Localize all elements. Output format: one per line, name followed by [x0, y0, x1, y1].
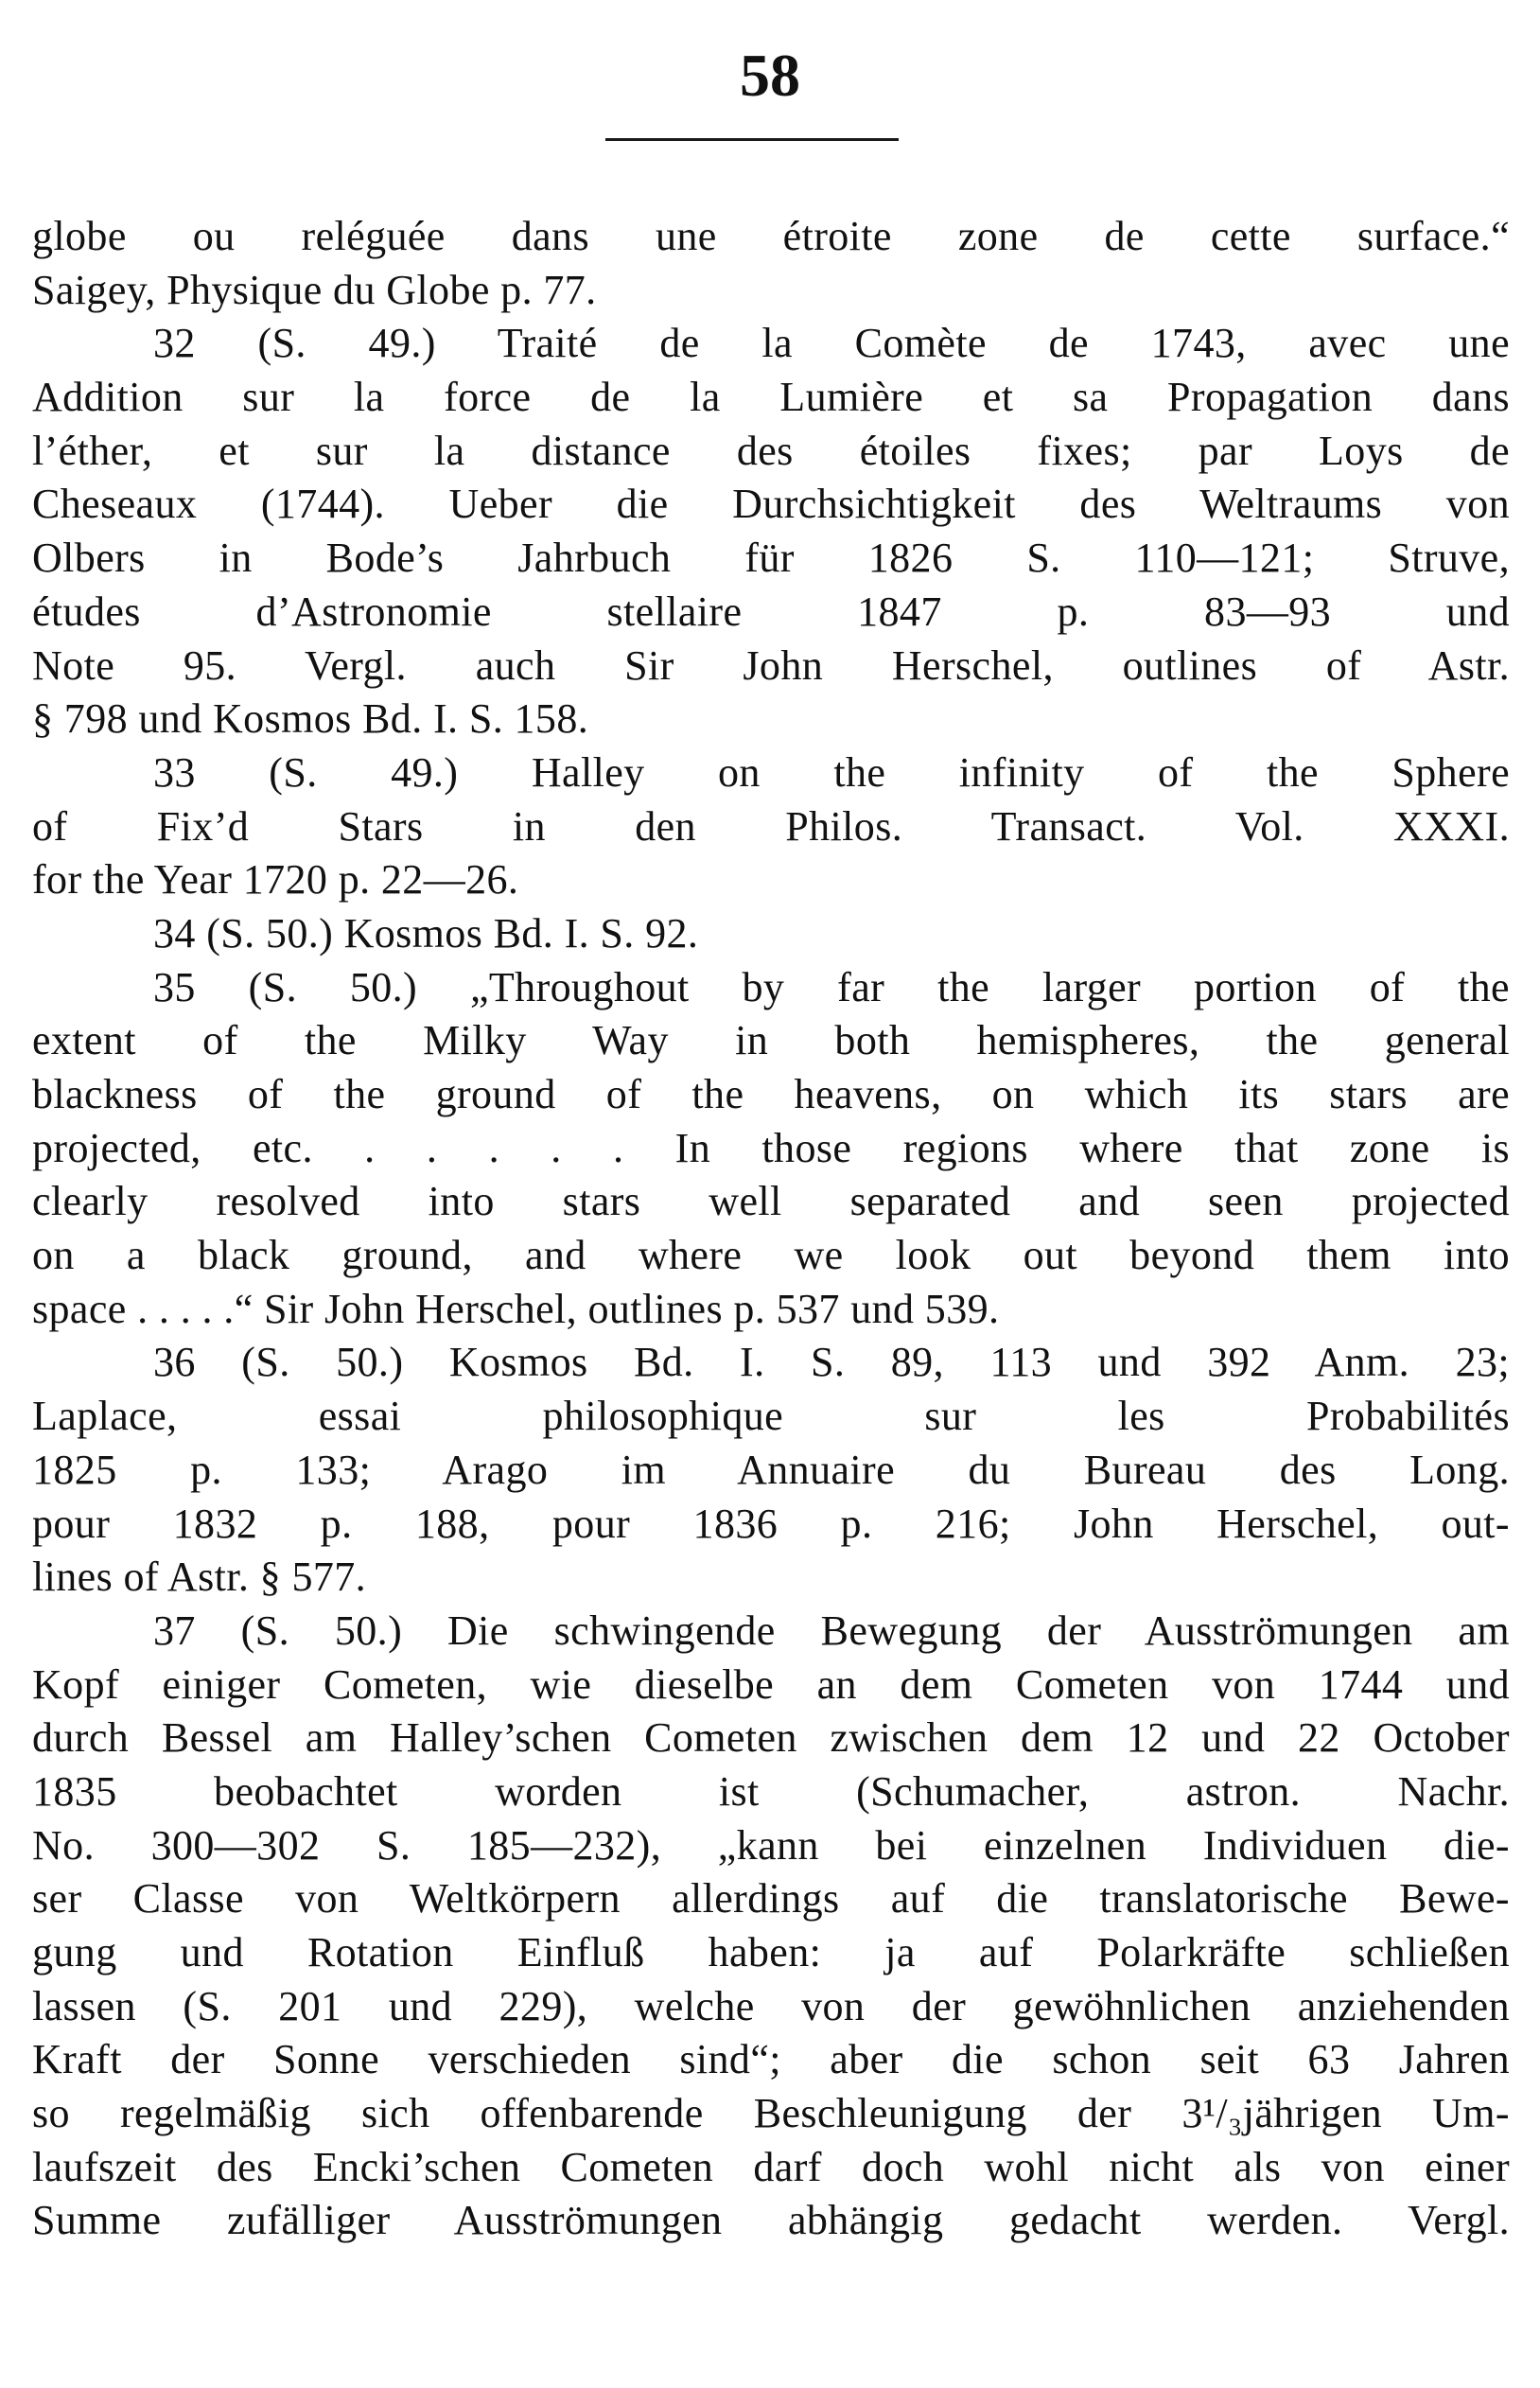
text-line: of Fix’d Stars in den Philos. Transact. Vol. XXXI.	[32, 802, 1510, 850]
text-block	[32, 210, 1510, 2248]
text-line: Kopf einiger Cometen, wie dieselbe an dem Cometen von 1744 und	[32, 1660, 1510, 1708]
text-line: ser Classe von Weltkörpern allerdings auf die translatorische Bewe-	[32, 1875, 1510, 1923]
text-line: on a black ground, and where we look out beyond them into	[32, 1232, 1510, 1279]
text-line: Kraft der Sonne verschieden sind“; aber die schon seit 63 Jahren	[32, 2036, 1510, 2083]
text-line: durch Bessel am Halley’schen Cometen zwischen dem 12 und 22 October	[32, 1714, 1510, 1762]
text-line: Cheseaux (1744). Ueber die Durchsichtigkeit des Weltraums von	[32, 481, 1510, 528]
text-line: gung und Rotation Einfluß haben: ja auf Polarkräfte schließen	[32, 1929, 1510, 1975]
text-line: Laplace, essai philosophique sur les Probabilités	[32, 1393, 1510, 1440]
text-line: space . . . . .“ Sir John Herschel, outlines p. 537 und 539.	[32, 1285, 1000, 1332]
text-line: No. 300—302 S. 185—232), „kann bei einzelnen Individuen die-	[32, 1821, 1510, 1869]
text-line: lassen (S. 201 und 229), welche von der gewöhnlichen anziehenden	[32, 1982, 1510, 2029]
text-line: pour 1832 p. 188, pour 1836 p. 216; John Herschel, out-	[32, 1500, 1510, 1547]
text-line: 33 (S. 49.) Halley on the infinity of the Sphere	[153, 748, 1510, 796]
text-line: 1825 p. 133; Arago im Annuaire du Bureau des Long.	[32, 1446, 1510, 1493]
text-line: 34 (S. 50.) Kosmos Bd. I. S. 92.	[153, 909, 699, 957]
text-line: 37 (S. 50.) Die schwingende Bewegung der Ausströmungen am	[153, 1607, 1510, 1654]
text-line: Note 95. Vergl. auch Sir John Herschel, outlines of Astr.	[32, 641, 1510, 689]
text-line: Saigey, Physique du Globe p. 77.	[32, 266, 597, 313]
text-line: 35 (S. 50.) „Throughout by far the larger portion of the	[153, 963, 1510, 1010]
header-rule	[605, 138, 899, 141]
text-line: 36 (S. 50.) Kosmos Bd. I. S. 89, 113 und 392 Anm. 23;	[153, 1339, 1510, 1386]
text-line: § 798 und Kosmos Bd. I. S. 158.	[32, 695, 589, 743]
text-line: globe ou reléguée dans une étroite zone de cette surface.“	[32, 213, 1510, 259]
text-line: Olbers in Bode’s Jahrbuch für 1826 S. 110—121; Struve,	[32, 535, 1510, 582]
page-number: 58	[740, 42, 800, 109]
text-line: extent of the Milky Way in both hemispheres, the general	[32, 1017, 1510, 1064]
text-line: blackness of the ground of the heavens, on which its stars are	[32, 1071, 1510, 1117]
text-line: laufszeit des Encki’schen Cometen darf doch wohl nicht als von einer	[32, 2143, 1510, 2190]
text-line: 32 (S. 49.) Traité de la Comète de 1743, avec une	[153, 320, 1510, 367]
text-line: lines of Astr. § 577.	[32, 1554, 367, 1601]
text-line: projected, etc. . . . . . In those regions where that zone is	[32, 1124, 1510, 1171]
text-line: so regelmäßig sich offenbarende Beschleunigung der 3¹/₃jährigen Um-	[32, 2090, 1510, 2137]
text-line: clearly resolved into stars well separated and seen projected	[32, 1178, 1510, 1225]
text-line: for the Year 1720 p. 22—26.	[32, 856, 519, 904]
text-line: Addition sur la force de la Lumière et sa Propagation dans	[32, 374, 1510, 421]
text-line: études d’Astronomie stellaire 1847 p. 83—93 und	[32, 588, 1510, 635]
text-line: l’éther, et sur la distance des étoiles fixes; par Loys de	[32, 427, 1510, 474]
text-line: 1835 beobachtet worden ist (Schumacher, astron. Nachr.	[32, 1767, 1510, 1815]
text-line: Summe zufälliger Ausströmungen abhängig gedacht werden. Vergl.	[32, 2197, 1510, 2244]
